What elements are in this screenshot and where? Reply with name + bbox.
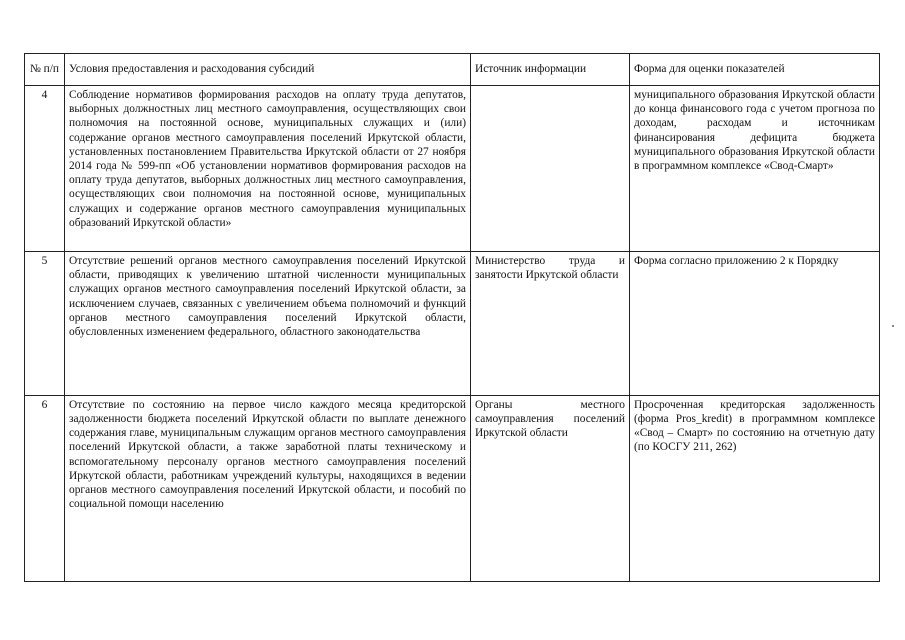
- row-form: муниципального образования Иркутской области до конца финансового года с учетом прогноза по доходам, расходам и источникам финансирования дефицита бюджета муниципального образования Иркутской области в программном комплексе «Свод-Смарт»: [630, 86, 880, 252]
- header-conditions: Условия предоставления и расходования субсидий: [65, 54, 471, 86]
- table-row: [25, 395, 880, 581]
- row-conditions: Соблюдение нормативов формирования расходов на оплату труда депутатов, выборных должностных лиц местного самоуправления, осуществляющих свои полномочия на постоянной основе, муниципальных служащих и (или) содержание органов местного самоуправления поселений Иркутской области, установленных постановлением Правительства Иркутской области от 27 ноября 2014 года № 599-пп «Об установлении нормативов формирования расходов на оплату труда депутатов, выборных должностных лиц местного самоуправления, осуществляющих свои полномочия на постоянной основе, муниципальных служащих и содержание органов местного самоуправления муниципальных образований Иркутской области»: [65, 86, 471, 252]
- row-conditions: Отсутствие решений органов местного самоуправления поселений Иркутской области, приводящих к увеличению штатной численности муниципальных служащих органов местного самоуправления поселений Иркутской области, за исключением случаев, связанных с увеличением объема полномочий и функций органов местного самоуправления поселений Иркутской области, обусловленных изменением федерального, областного законодательства: [65, 252, 471, 396]
- subsidy-conditions-table: [24, 53, 880, 582]
- scan-speck: [892, 325, 894, 327]
- table-row: [25, 86, 880, 252]
- row-source: Органы местного самоуправления поселений Иркутской области: [471, 395, 630, 581]
- row-num: 4: [25, 86, 65, 252]
- row-source: [471, 86, 630, 252]
- row-num: 6: [25, 395, 65, 581]
- table-header-row: [25, 54, 880, 86]
- header-num: № п/п: [25, 54, 65, 86]
- row-form: Просроченная кредиторская задолженность (форма Pros_kredit) в программном комплексе «Свод – Смарт» по состоянию на отчетную дату (по КОСГУ 211, 262): [630, 395, 880, 581]
- row-conditions: Отсутствие по состоянию на первое число каждого месяца кредиторской задолженности бюджета поселений Иркутской области по выплате денежного содержания главе, муниципальным служащим органов местного самоуправления поселений Иркутской области, а также заработной платы техническому и вспомогательному персоналу органов местного самоуправления поселений Иркутской области, работникам учреждений культуры, находящихся в ведении органов местного самоуправления поселений Иркутской области, и пособий по социальной помощи населению: [65, 395, 471, 581]
- row-form: Форма согласно приложению 2 к Порядку: [630, 252, 880, 396]
- row-source: Министерство труда и занятости Иркутской области: [471, 252, 630, 396]
- table-row: [25, 252, 880, 396]
- header-source: Источник информации: [471, 54, 630, 86]
- header-form: Форма для оценки показателей: [630, 54, 880, 86]
- row-num: 5: [25, 252, 65, 396]
